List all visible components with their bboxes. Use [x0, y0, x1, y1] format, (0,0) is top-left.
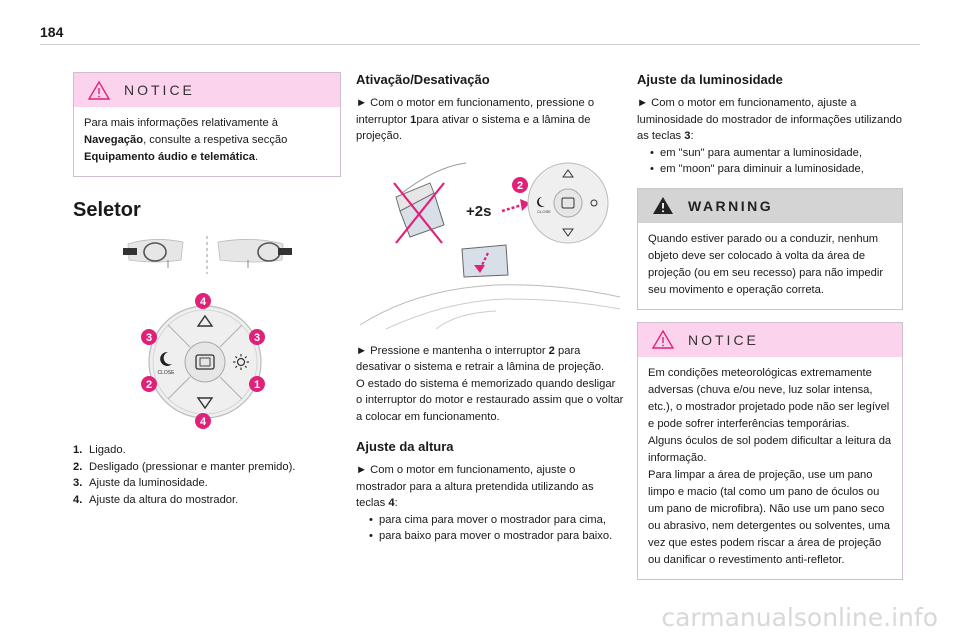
- dashboard-right-drawing: [218, 239, 292, 268]
- list-item: • em "sun" para aumentar a luminosidade,: [650, 145, 903, 162]
- notice-body: [638, 357, 902, 579]
- page-number: 184: [40, 24, 64, 40]
- notice-text: Para mais informações relativamente à: [84, 117, 279, 129]
- list-item: 1. Ligado.: [73, 444, 126, 456]
- selector-diagram: [73, 290, 341, 432]
- warning-title: WARNING: [688, 197, 774, 214]
- paragraph-memory: O estado do sistema é memorizado quando desligar o interruptor do motor e restaurado assim que o voltar a colocar em funcionamento.: [356, 377, 624, 423]
- notice-body: [74, 107, 340, 176]
- notice-paragraph: Para limpar a área de projeção, use um pano limpo e macio (tal como um pano de óculos ou um pano de microfibra). Não use um pano seco ou abrasivo, nem detergentes ou solventes, uma vez que estes podem riscar a área de projeção ou danificar o revestimento anti-refletor.: [648, 468, 890, 566]
- notice-box-weather: [637, 322, 903, 580]
- dashboard-outline-drawing: [360, 284, 620, 328]
- list-item: 3. Ajuste da luminosidade.: [73, 477, 208, 489]
- selector-legend-list: [73, 442, 341, 508]
- svg-text:4: 4: [199, 416, 207, 428]
- notice-bold-audio: Equipamento áudio e telemática: [84, 151, 255, 163]
- brightness-bullets: [637, 145, 903, 178]
- warning-box: [637, 188, 903, 310]
- heading-brightness: Ajuste da luminosidade: [637, 72, 783, 87]
- paragraph-height-adjust: ► Com o motor em funcionamento, ajuste o mostrador para a altura pretendida utilizando as teclas 4:: [356, 464, 594, 509]
- caution-triangle-icon: [652, 330, 674, 349]
- hold-duration-label: +2s: [466, 202, 492, 220]
- projection-blade-drawing: [394, 163, 466, 243]
- close-label: CLOSE: [537, 208, 551, 214]
- warning-triangle-icon: [652, 196, 674, 215]
- badge-3-right: [249, 329, 265, 345]
- svg-text:4: 4: [199, 296, 207, 308]
- column-1: [73, 72, 341, 508]
- svg-text:3: 3: [253, 332, 261, 344]
- footer-watermark: carmanualsonline.info: [661, 603, 938, 632]
- notice-text: , consulte a respetiva secção: [143, 134, 288, 146]
- selector-dial-small: [528, 163, 608, 243]
- column-2: [356, 72, 624, 545]
- notice-bold-navigation: Navegação: [84, 134, 144, 146]
- height-bullets: [356, 512, 624, 545]
- dashboard-left-drawing: [123, 239, 183, 268]
- column-3: [637, 72, 903, 580]
- badge-3-left: [141, 329, 157, 345]
- top-rule: [40, 44, 920, 45]
- warning-header: [638, 189, 902, 223]
- svg-text:2: 2: [516, 179, 524, 192]
- steering-wheel-illustration: [73, 230, 341, 280]
- notice-paragraph: Em condições meteorológicas extremamente adversas (chuva e/ou neve, luz solar intensa, etc.), o mostrador projetado pode não ser legível e pode sofrer interferências temporárias.: [648, 366, 890, 430]
- svg-text:3: 3: [145, 332, 153, 344]
- caution-triangle-icon: [88, 81, 110, 100]
- list-item: 2. Desligado (pressionar e manter premido).: [73, 460, 296, 473]
- badge-2: [141, 376, 157, 392]
- notice-header: [638, 323, 902, 357]
- paragraph-brightness: ► Com o motor em funcionamento, ajuste a luminosidade do mostrador de informações utilizando as teclas 3:: [637, 97, 902, 142]
- notice-paragraph: Alguns óculos de sol podem dificultar a leitura da informação.: [648, 434, 892, 464]
- paragraph-deactivation: ► Pressione e mantenha o interruptor 2 para desativar o sistema e retrair a lâmina de projeção.: [356, 344, 605, 373]
- notice-header: [74, 73, 340, 107]
- heading-height-adjust: Ajuste da altura: [356, 439, 454, 454]
- notice-title: NOTICE: [688, 331, 759, 348]
- warning-body: Quando estiver parado ou a conduzir, nenhum objeto deve ser colocado à volta da área de projeção (ou em seu recesso) para não impedir seu movimento e operação correta.: [648, 232, 884, 296]
- notice-title: NOTICE: [124, 82, 195, 98]
- retracted-blade-drawing: [462, 245, 508, 277]
- badge-1: [249, 376, 265, 392]
- heading-activation: Ativação/Desativação: [356, 72, 490, 87]
- close-label: CLOSE: [157, 370, 175, 376]
- press-arrow: [502, 199, 530, 211]
- svg-text:1: 1: [253, 379, 261, 391]
- list-item: • em "moon" para diminuir a luminosidade,: [650, 161, 903, 178]
- svg-text:2: 2: [145, 379, 153, 391]
- list-item: 4. Ajuste da altura do mostrador.: [73, 493, 239, 506]
- paragraph-activation: ► Com o motor em funcionamento, pressione o interruptor 1para ativar o sistema e a lâmina de projeção.: [356, 97, 595, 142]
- list-item: • para baixo para mover o mostrador para baixo.: [369, 528, 624, 545]
- badge-4-bottom: [195, 413, 211, 429]
- badge-4-top: [195, 293, 211, 309]
- deactivation-illustration: [356, 153, 624, 331]
- section-heading-seletor: Seletor: [73, 199, 141, 221]
- badge-2: [512, 177, 528, 193]
- notice-box: [73, 72, 341, 177]
- list-item: • para cima para mover o mostrador para cima,: [369, 512, 624, 529]
- notice-text: .: [254, 151, 259, 163]
